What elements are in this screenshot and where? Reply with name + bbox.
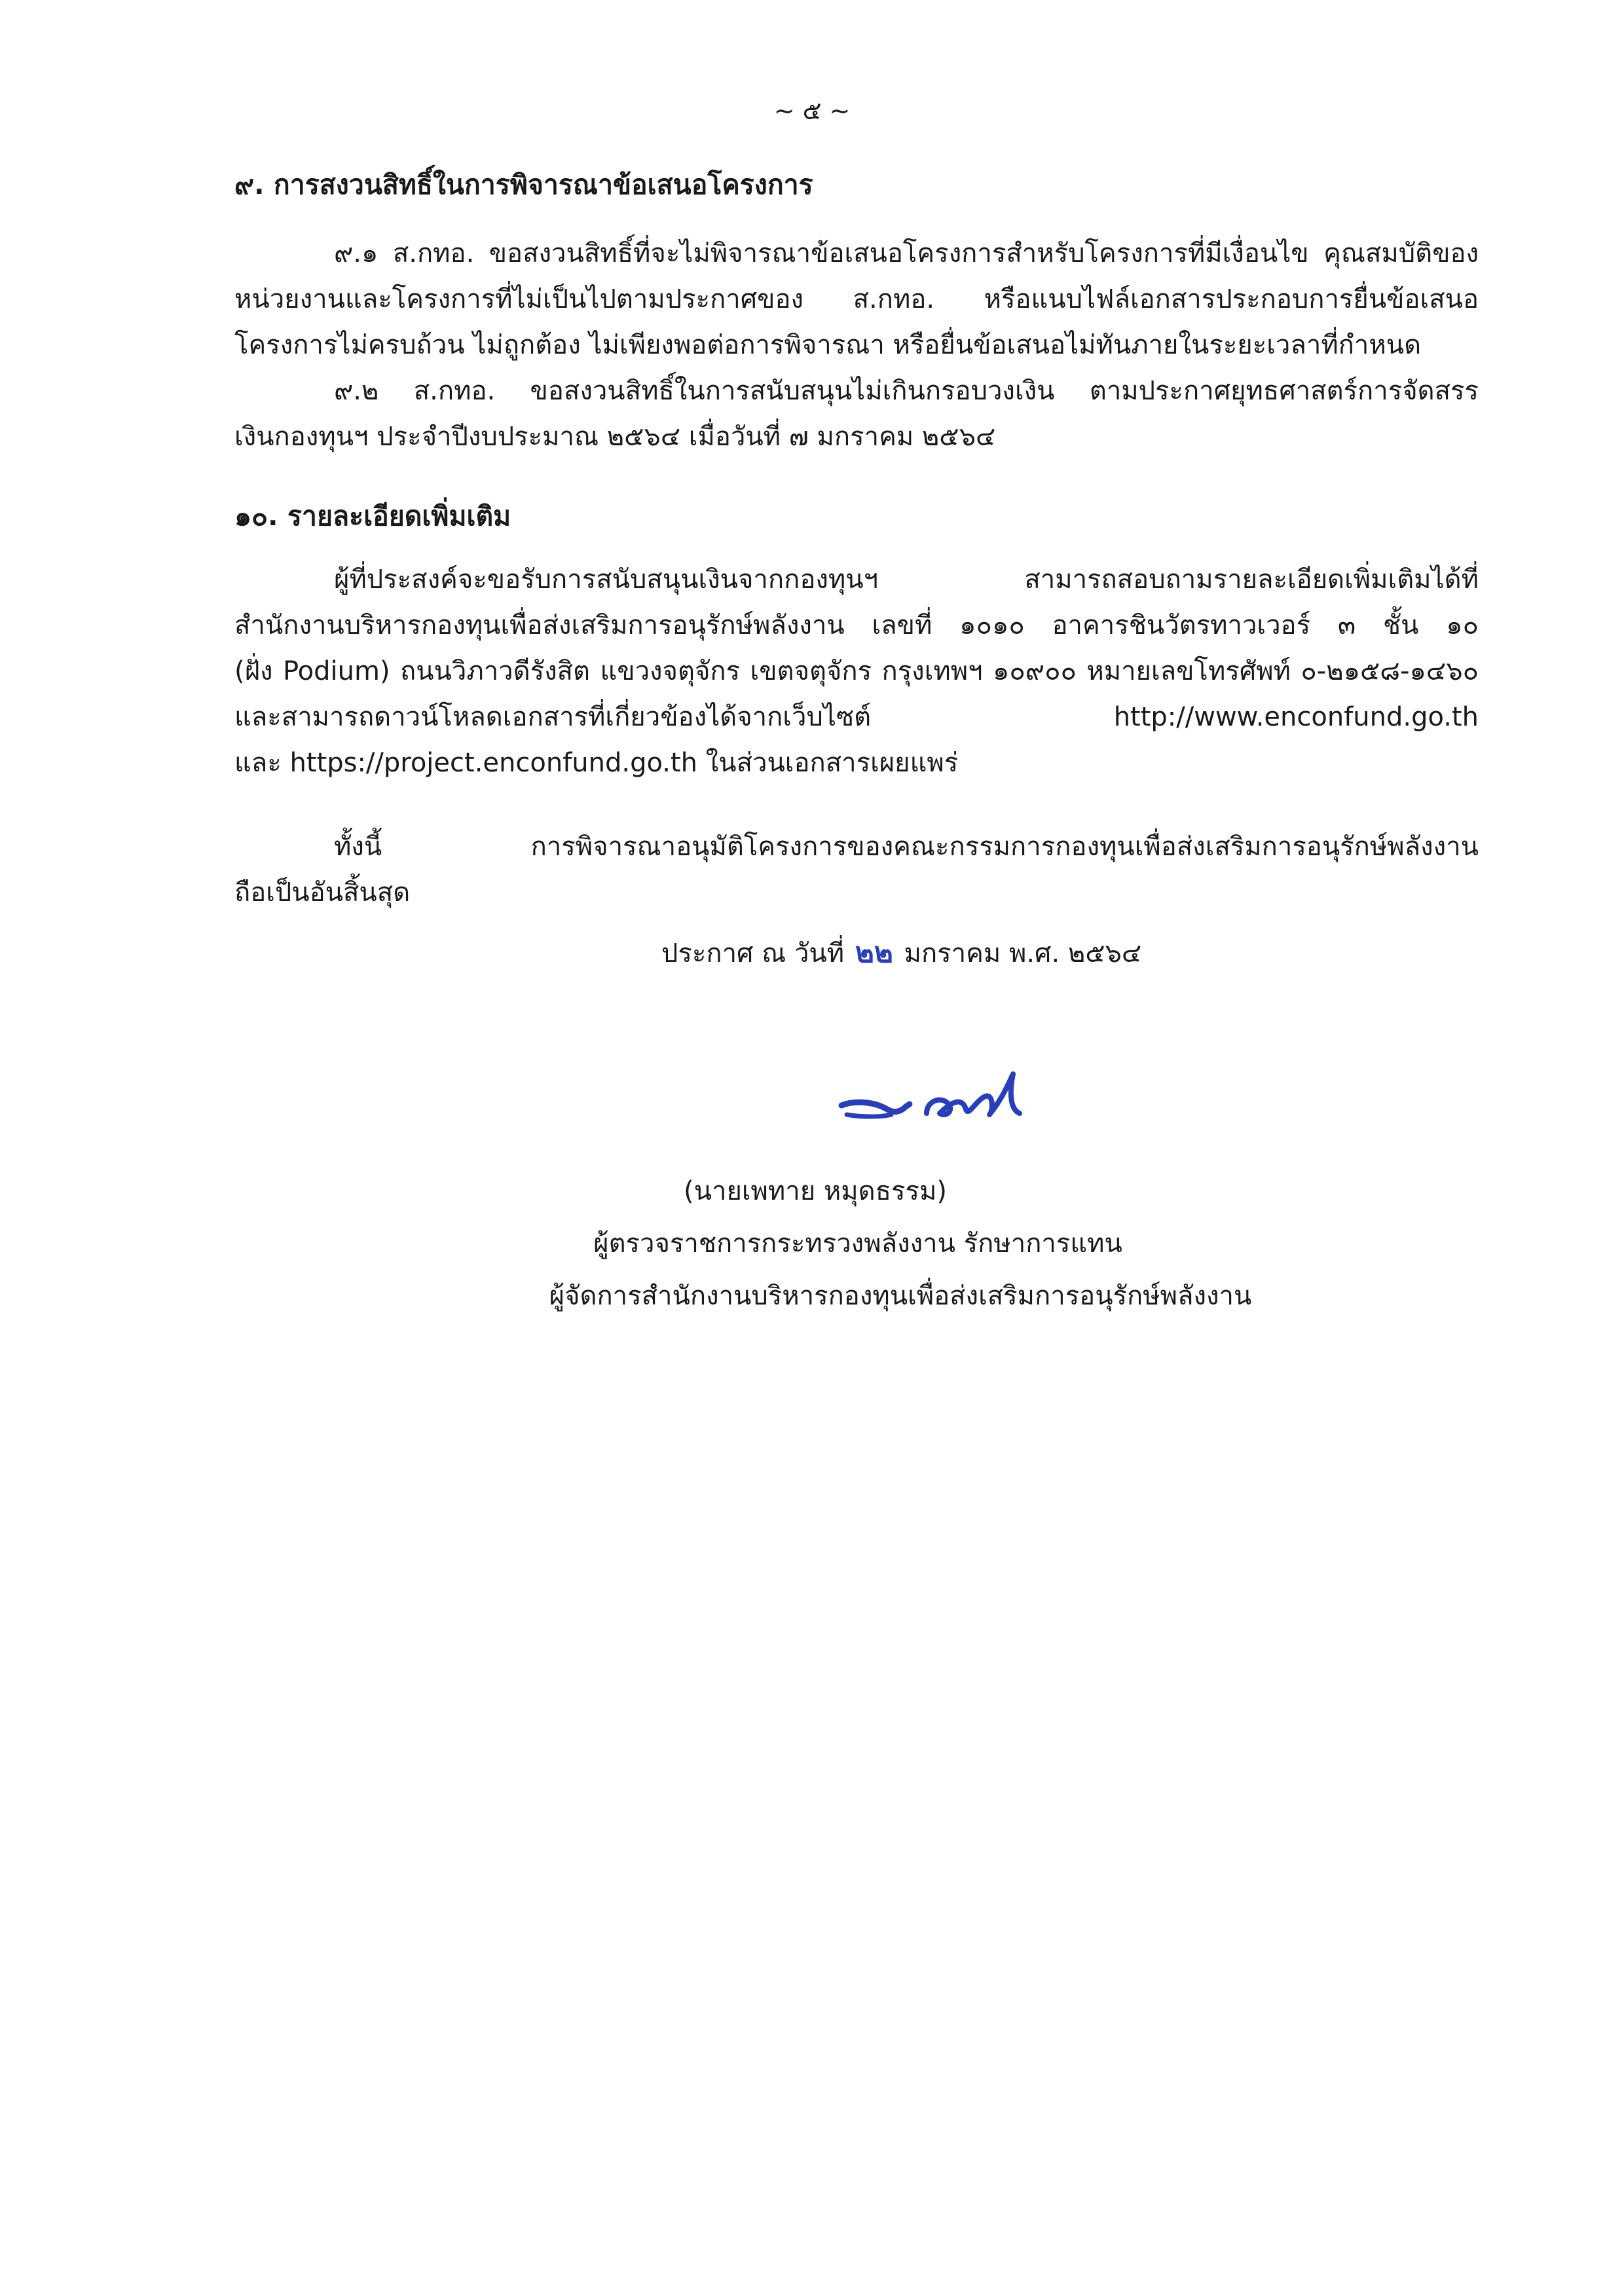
section-9-heading: ๙. การสงวนสิทธิ์ในการพิจารณาข้อเสนอโครงการ xyxy=(234,169,813,200)
paragraph-line: (ฝั่ง Podium) ถนนวิภาวดีรังสิต แขวงจตุจักร เขตจตุจักร กรุงเทพฯ ๑๐๙๐๐ หมายเลขโทรศัพท์ ๐-๒๑๕๘-๑๔๖๐ xyxy=(234,656,1479,686)
paragraph-line: หน่วยงานและโครงการที่ไม่เป็นไปตามประกาศของ ส.กทอ. หรือแนบไฟล์เอกสารประกอบการยื่นข้อเสนอ xyxy=(234,284,1479,314)
announcement-prefix: ประกาศ ณ วันที่ xyxy=(661,938,845,969)
handwritten-signature xyxy=(828,1054,1077,1139)
paragraph-line: และ https://project.enconfund.go.th ในส่วนเอกสารเผยแพร่ xyxy=(234,748,959,778)
page-number: ~ ๕ ~ xyxy=(773,96,851,125)
paragraph-line: โครงการไม่ครบถ้วน ไม่ถูกต้อง ไม่เพียงพอต่อการพิจารณา หรือยื่นข้อเสนอไม่ทันภายในระยะเวลาที่กำหนด xyxy=(234,330,1422,360)
paragraph-line: ถือเป็นอันสิ้นสุด xyxy=(234,878,411,908)
paragraph-line: ผู้ที่ประสงค์จะขอรับการสนับสนุนเงินจากกองทุนฯ สามารถสอบถามรายละเอียดเพิ่มเติมได้ที่ xyxy=(334,565,1479,595)
section-10-body xyxy=(234,557,1479,786)
section-10 xyxy=(234,496,1479,536)
paragraph-line: ๙.๑ ส.กทอ. ขอสงวนสิทธิ์ที่จะไม่พิจารณาข้อเสนอโครงการสำหรับโครงการที่มีเงื่อนไข คุณสมบัติของ xyxy=(334,238,1479,268)
announcement-suffix: มกราคม พ.ศ. ๒๕๖๔ xyxy=(904,938,1142,969)
paragraph-line: สำนักงานบริหารกองทุนเพื่อส่งเสริมการอนุรักษ์พลังงาน เลขที่ ๑๐๑๐ อาคารชินวัตรทาวเวอร์ ๓ ชั้น ๑๐ xyxy=(234,610,1479,640)
paragraph-line: และสามารถดาวน์โหลดเอกสารที่เกี่ยวข้องได้จากเว็บไซต์ http://www.enconfund.go.th xyxy=(234,702,1479,732)
paragraph-line: เงินกองทุนฯ ประจำปีงบประมาณ ๒๕๖๔ เมื่อวันที่ ๗ มกราคม ๒๕๖๔ xyxy=(234,422,996,452)
section-9 xyxy=(234,165,1479,204)
announcement-date xyxy=(661,930,1141,976)
signatory-position-1: ผู้ตรวจราชการกระทรวงพลังงาน รักษาการแทน xyxy=(593,1229,1122,1259)
closing-paragraph xyxy=(234,824,1479,916)
section-9-body xyxy=(234,231,1479,460)
announcement-day: ๒๒ xyxy=(855,936,893,969)
signatory-position-2: ผู้จัดการสำนักงานบริหารกองทุนเพื่อส่งเสริมการอนุรักษ์พลังงาน xyxy=(549,1281,1252,1311)
paragraph-line: ๙.๒ ส.กทอ. ขอสงวนสิทธิ์ในการสนับสนุนไม่เกินกรอบวงเงิน ตามประกาศยุทธศาสตร์การจัดสรร xyxy=(334,376,1479,406)
signatory-name: (นายเพทาย หมุดธรรม) xyxy=(684,1176,947,1206)
section-10-heading: ๑๐. รายละเอียดเพิ่มเติม xyxy=(234,500,511,532)
paragraph-line: ทั้งนี้ การพิจารณาอนุมัติโครงการของคณะกรรมการกองทุนเพื่อส่งเสริมการอนุรักษ์พลังงาน xyxy=(334,832,1479,862)
